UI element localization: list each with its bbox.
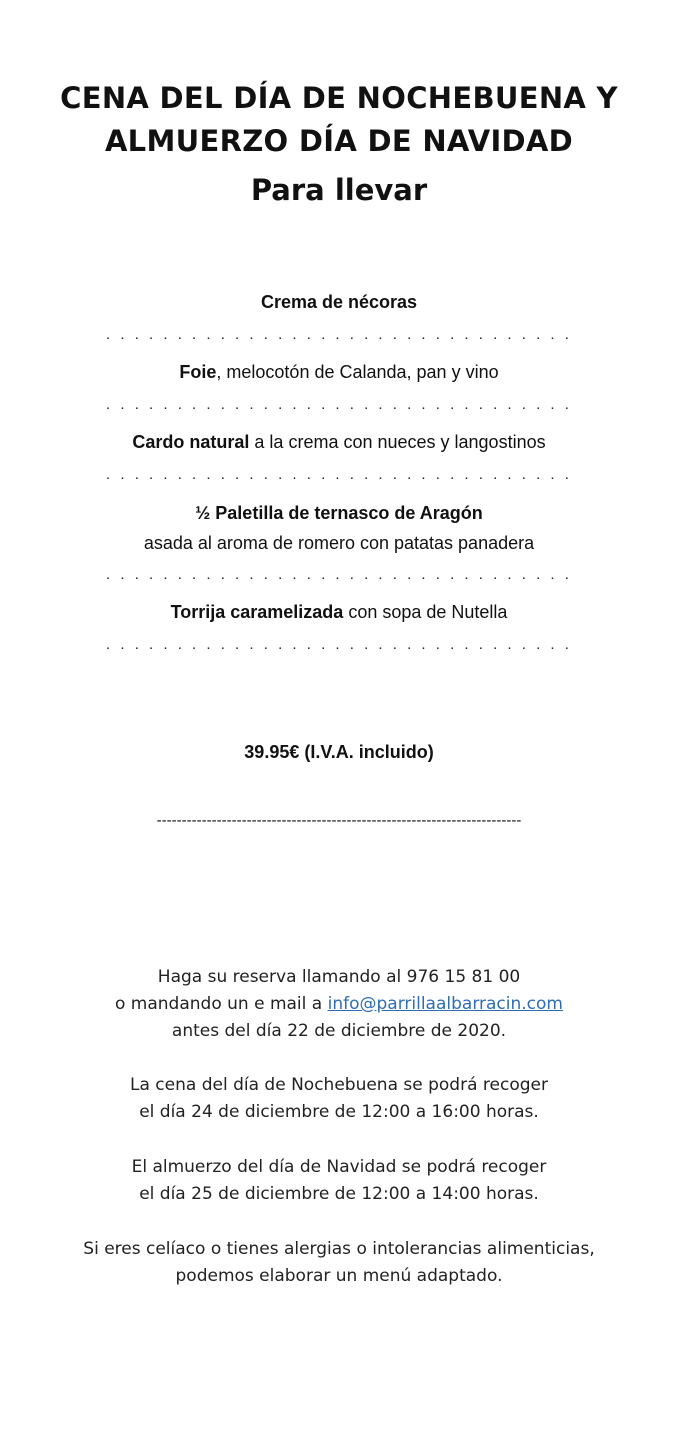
menu-item-paletilla (0, 503, 678, 524)
menu-item-torrija (0, 602, 678, 623)
dotted-separator: . . . . . . . . . . . . . . . . . . . . . . . . . . . . . . . . . (106, 566, 572, 583)
reserve-line1: Haga su reserva llamando al 976 15 81 00 (157, 967, 521, 987)
menu-item-text: , melocotón de Calanda, pan y vino (216, 362, 499, 382)
dotted-separator: . . . . . . . . . . . . . . . . . . . . . . . . . . . . . . . . . (106, 396, 572, 413)
page-title-line2: ALMUERZO DÍA DE NAVIDAD (104, 124, 574, 158)
menu-item-crema (0, 292, 678, 313)
pickup-navidad-line2: el día 25 de diciembre de 12:00 a 14:00 horas. (139, 1184, 539, 1204)
menu-item-bold: Cardo natural (132, 432, 250, 452)
menu-item-bold: ½ Paletilla de ternasco de Aragón (195, 503, 483, 523)
dotted-separator: . . . . . . . . . . . . . . . . . . . . . . . . . . . . . . . . . (106, 466, 572, 483)
allergy-line2: podemos elaborar un menú adaptado. (175, 1266, 503, 1286)
pickup-nochebuena-line2: el día 24 de diciembre de 12:00 a 16:00 horas. (139, 1102, 539, 1122)
menu-item-bold: Foie (179, 362, 217, 382)
reserve-line3: antes del día 22 de diciembre de 2020. (171, 1021, 507, 1041)
menu-item-bold: Crema de nécoras (260, 292, 418, 312)
dotted-separator: . . . . . . . . . . . . . . . . . . . . . . . . . . . . . . . . . (106, 326, 572, 343)
dotted-separator: . . . . . . . . . . . . . . . . . . . . . . . . . . . . . . . . . (106, 636, 572, 653)
dashed-divider: ------------------------------------------------------------------------- (156, 812, 522, 829)
email-link[interactable]: info@parrillaalbarracin.com (327, 994, 563, 1014)
reserve-line2-prefix: o mandando un e mail a (115, 994, 328, 1014)
allergy-line1: Si eres celíaco o tienes alergias o intolerancias alimenticias, (83, 1239, 595, 1259)
menu-item-cardo (0, 432, 678, 453)
menu-item-text: a la crema con nueces y langostinos (249, 432, 546, 452)
menu-item-foie (0, 362, 678, 383)
page-subtitle: Para llevar (250, 173, 428, 207)
reserve-line2 (0, 994, 678, 1014)
price-label: 39.95€ (I.V.A. incluido) (244, 742, 434, 762)
menu-item-paletilla-desc: asada al aroma de romero con patatas panadera (143, 533, 535, 553)
page-title-line1: CENA DEL DÍA DE NOCHEBUENA Y (60, 81, 618, 115)
pickup-navidad-line1: El almuerzo del día de Navidad se podrá recoger (131, 1157, 547, 1177)
menu-item-text: con sopa de Nutella (343, 602, 508, 622)
pickup-nochebuena-line1: La cena del día de Nochebuena se podrá recoger (130, 1075, 548, 1095)
menu-item-bold: Torrija caramelizada (170, 602, 344, 622)
